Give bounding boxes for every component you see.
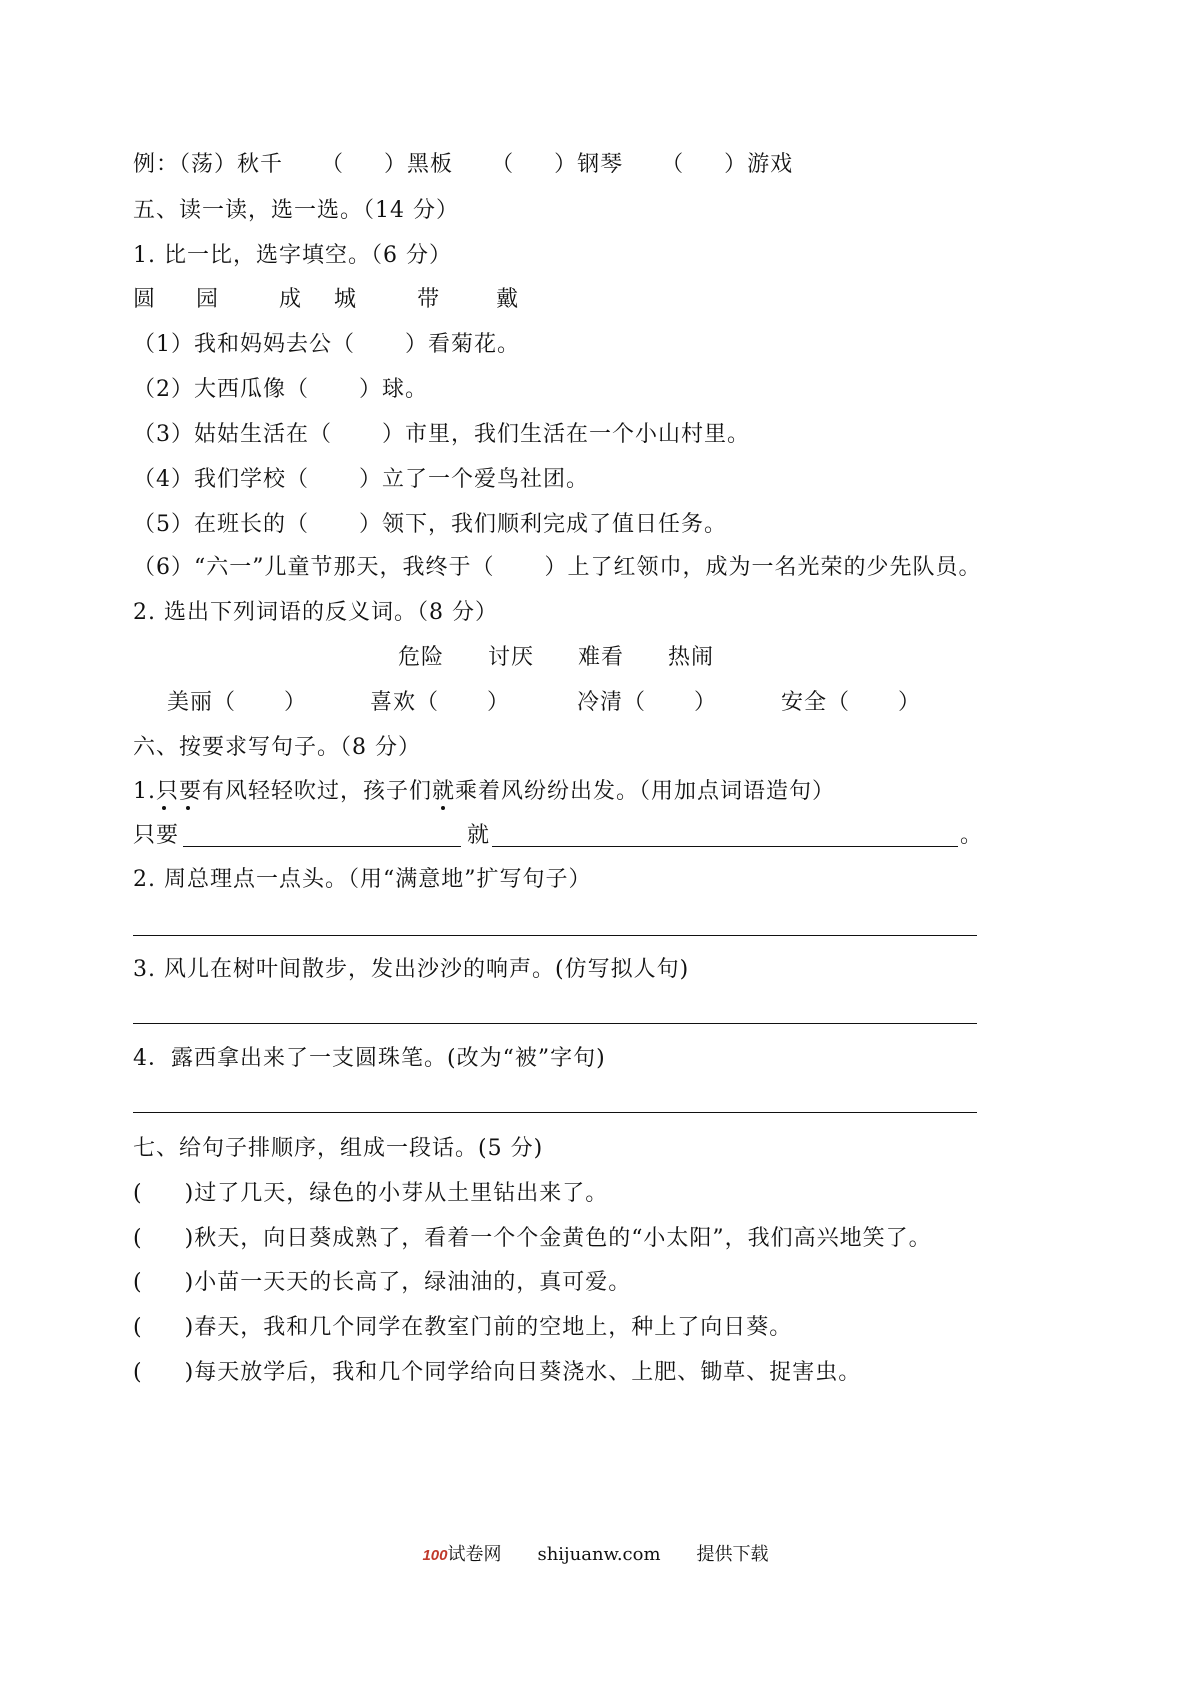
dotted-word-jiu	[432, 779, 455, 804]
dotted-word-only	[156, 779, 202, 804]
footer-note: 提供下载	[696, 1544, 769, 1565]
antonym-text: ）	[284, 690, 308, 715]
s5-q1-item	[133, 465, 589, 495]
answer-line[interactable]	[133, 1112, 977, 1113]
order-sentence: 春天，我和几个同学在教室门前的空地上，种上了向日葵。	[194, 1315, 793, 1340]
char-choice: 圆	[133, 287, 157, 312]
answer-line[interactable]	[492, 846, 958, 847]
emphasis-dot	[162, 806, 166, 810]
s5-q2-title: 2. 选出下列词语的反义词。（8 分）	[133, 600, 498, 625]
example-word-3: 游戏	[747, 152, 794, 177]
item-text: ）上了红领巾，成为一名光荣的少先队员。	[544, 555, 982, 580]
example-line	[133, 150, 793, 180]
s5-q1-item	[133, 553, 982, 583]
emphasis-dot	[186, 806, 190, 810]
answer-line[interactable]	[183, 846, 461, 847]
order-item	[133, 1224, 932, 1254]
antonym-item	[370, 688, 510, 718]
s5-q1-item	[133, 420, 750, 450]
char-choice: 带	[417, 287, 441, 312]
paren-open: (	[133, 1270, 143, 1295]
paren-open: (	[133, 1315, 143, 1340]
item-text: （5）在班长的（	[133, 512, 309, 537]
item-text: ）领下，我们顺利完成了值日任务。	[359, 512, 728, 537]
question-number: 1.	[133, 779, 156, 804]
antonym-text: 冷清（	[577, 690, 647, 715]
s6-q2: 2. 周总理点一点头。（用“满意地”扩写句子）	[133, 867, 592, 892]
s6-q1-end: 。	[960, 823, 984, 848]
order-sentence: 小苗一天天的长高了，绿油油的，真可爱。	[194, 1270, 632, 1295]
antonym-text: ）	[898, 690, 922, 715]
section-7-title: 七、给句子排顺序，组成一段话。(5 分)	[133, 1136, 544, 1161]
paren-open: （	[491, 152, 515, 177]
item-text: ）看菊花。	[405, 332, 521, 357]
site-logo-icon: 100	[422, 1547, 448, 1564]
paren-open: （	[321, 152, 345, 177]
question-text: 有风轻轻吹过，孩子们	[202, 779, 433, 804]
antonym-text: 安全（	[781, 690, 851, 715]
antonym-word-bank	[398, 643, 714, 673]
paren-close: )	[184, 1360, 195, 1385]
item-text: ）球。	[359, 377, 429, 402]
s5-q1-item	[133, 510, 727, 540]
order-item	[133, 1268, 631, 1298]
antonym-item	[577, 688, 717, 718]
char-choice: 城	[334, 287, 358, 312]
site-domain-link[interactable]: shijuanw.com	[537, 1544, 661, 1565]
emphasis-word: 就	[432, 779, 456, 804]
paren-close: ）	[554, 152, 578, 177]
item-text: （2）大西瓜像（	[133, 377, 309, 402]
paren-close: )	[184, 1226, 195, 1251]
word-choice: 热闹	[668, 645, 715, 670]
char-choice: 戴	[496, 287, 520, 312]
s6-q1	[133, 777, 835, 807]
emphasis-dot	[441, 806, 445, 810]
paren-close: ）	[384, 152, 408, 177]
paren-close: ）	[724, 152, 748, 177]
paren-open: (	[133, 1181, 143, 1206]
character-choices	[133, 285, 519, 315]
word-choice: 讨厌	[488, 645, 535, 670]
paren-close: )	[184, 1181, 195, 1206]
s6-q1-fill-b: 就	[467, 823, 491, 848]
s6-q4: 4．露西拿出来了一支圆珠笔。(改为“被”字句)	[133, 1046, 606, 1071]
s6-q3: 3. 风儿在树叶间散步，发出沙沙的响声。(仿写拟人句)	[133, 957, 690, 982]
order-item	[133, 1179, 608, 1209]
s5-q1-item	[133, 330, 520, 360]
item-text: （1）我和妈妈去公（	[133, 332, 355, 357]
item-text: （3）姑姑生活在（	[133, 422, 332, 447]
example-word-1: 黑板	[407, 152, 454, 177]
antonym-text: ）	[487, 690, 511, 715]
word-choice: 难看	[578, 645, 625, 670]
emphasis-word: 只要	[156, 779, 203, 804]
answer-line[interactable]	[133, 1023, 977, 1024]
item-text: ）市里，我们生活在一个小山村里。	[382, 422, 751, 447]
s6-q1-fill-a: 只要	[133, 823, 180, 848]
antonym-text: 美丽（	[167, 690, 237, 715]
site-name: 试卷网	[447, 1544, 502, 1565]
char-choice: 成	[279, 287, 303, 312]
s5-q1-item	[133, 375, 428, 405]
word-choice: 危险	[398, 645, 445, 670]
page-footer	[0, 1540, 1191, 1566]
order-sentence: 秋天，向日葵成熟了，看着一个个金黄色的“小太阳”，我们高兴地笑了。	[194, 1226, 932, 1251]
paren-open: (	[133, 1360, 143, 1385]
example-prefix: 例：（荡）秋千	[133, 152, 284, 177]
paren-close: )	[184, 1315, 195, 1340]
paren-close: )	[184, 1270, 195, 1295]
answer-line[interactable]	[133, 935, 977, 936]
question-text: 乘着风纷纷出发。（用加点词语造句）	[455, 779, 836, 804]
order-sentence: 每天放学后，我和几个同学给向日葵浇水、上肥、锄草、捉害虫。	[194, 1360, 862, 1385]
antonym-item	[781, 688, 921, 718]
char-choice: 园	[196, 287, 220, 312]
paren-open: （	[661, 152, 685, 177]
item-text: ）立了一个爱鸟社团。	[359, 467, 590, 492]
section-5-title: 五、读一读，选一选。（14 分）	[133, 198, 459, 223]
order-item	[133, 1313, 792, 1343]
section-6-title: 六、按要求写句子。（8 分）	[133, 735, 421, 760]
antonym-item	[167, 688, 307, 718]
item-text: （4）我们学校（	[133, 467, 309, 492]
order-sentence: 过了几天，绿色的小芽从土里钻出来了。	[194, 1181, 609, 1206]
antonym-text: ）	[694, 690, 718, 715]
order-item	[133, 1358, 861, 1388]
example-word-2: 钢琴	[577, 152, 624, 177]
s5-q1-title: 1. 比一比，选字填空。（6 分）	[133, 243, 452, 268]
paren-open: (	[133, 1226, 143, 1251]
antonym-text: 喜欢（	[370, 690, 440, 715]
item-text: （6）“六一”儿童节那天，我终于（	[133, 555, 495, 580]
